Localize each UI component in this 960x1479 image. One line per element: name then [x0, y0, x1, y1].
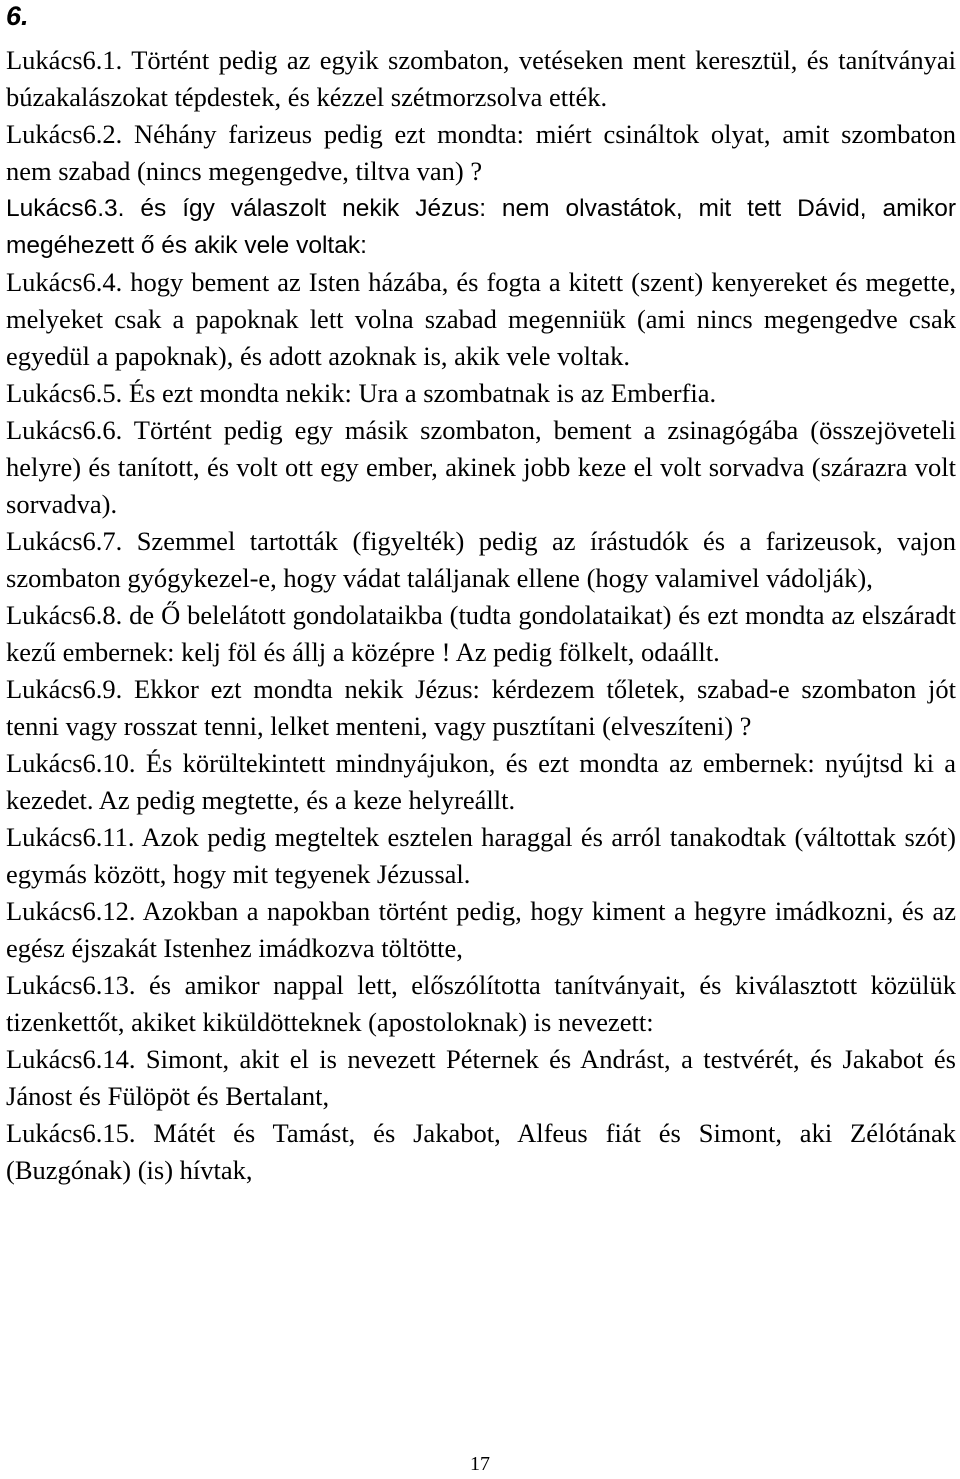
verse-6-3: Lukács6.3. és így válaszolt nekik Jézus: nem olvastátok, mit tett Dávid, amikor megéhezett ő és akik vele voltak:: [6, 195, 956, 259]
verse-6-7: Lukács6.7. Szemmel tartották (figyelték) pedig az írástudók és a farizeusok, vajon szombaton gyógykezel-e, hogy vádat találjanak ellene (hogy valamivel vádolják),: [6, 526, 956, 593]
verse-6-2: Lukács6.2. Néhány farizeus pedig ezt mondta: miért csináltok olyat, amit szombaton nem szabad (nincs megengedve, tiltva van) ?: [6, 119, 956, 186]
verse-6-1: Lukács6.1. Történt pedig az egyik szombaton, vetéseken ment keresztül, és tanítványai búzakalászokat tépdestek, és kézzel szétmorzsolva ették.: [6, 45, 956, 112]
verse-6-5: Lukács6.5. És ezt mondta nekik: Ura a szombatnak is az Emberfia.: [6, 378, 717, 408]
chapter-heading: 6.: [6, 1, 29, 31]
verse-6-9: Lukács6.9. Ekkor ezt mondta nekik Jézus: kérdezem tőletek, szabad-e szombaton jót tenni vagy rosszat tenni, lelket menteni, vagy pusztítani (elveszíteni) ?: [6, 674, 956, 741]
verse-6-15: Lukács6.15. Mátét és Tamást, és Jakabot, Alfeus fiát és Simont, aki Zélótának (Buzgónak) (is) hívtak,: [6, 1118, 956, 1185]
verse-6-14: Lukács6.14. Simont, akit el is nevezett Péternek és Andrást, a testvérét, és Jakabot és Jánost és Fülöpöt és Bertalant,: [6, 1044, 956, 1111]
verse-6-4: Lukács6.4. hogy bement az Isten házába, és fogta a kitett (szent) kenyereket és megette, melyeket csak a papoknak lett volna szabad megenniük (ami nincs megengedve csak egyedül a papoknak), és adott azoknak is, akik vele voltak.: [6, 267, 956, 371]
verse-6-12: Lukács6.12. Azokban a napokban történt pedig, hogy kiment a hegyre imádkozni, és az egész éjszakát Istenhez imádkozva töltötte,: [6, 896, 956, 963]
verse-6-8: Lukács6.8. de Ő belelátott gondolataikba (tudta gondolataikat) és ezt mondta az elszáradt kezű embernek: kelj föl és állj a középre ! Az pedig fölkelt, odaállt.: [6, 600, 956, 667]
page-number: 17: [470, 1453, 490, 1475]
document-page: [6, 0, 956, 1189]
verse-6-13: Lukács6.13. és amikor nappal lett, előszólította tanítványait, és kiválasztott közülük tizenkettőt, akiket kiküldötteknek (apostoloknak) is nevezett:: [6, 970, 956, 1037]
verse-6-11: Lukács6.11. Azok pedig megteltek esztelen haraggal és arról tanakodtak (váltottak szót) egymás között, hogy mit tegyenek Jézussal.: [6, 822, 956, 889]
verse-6-6: Lukács6.6. Történt pedig egy másik szombaton, bement a zsinagógába (összejöveteli helyre) és tanított, és volt ott egy ember, akinek jobb keze el volt sorvadva (szárazra volt sorvadva).: [6, 415, 956, 519]
verse-6-10: Lukács6.10. És körültekintett mindnyájukon, és ezt mondta az embernek: nyújtsd ki a kezedet. Az pedig megtette, és a keze helyreállt.: [6, 748, 956, 815]
verse-list: [6, 42, 956, 1189]
